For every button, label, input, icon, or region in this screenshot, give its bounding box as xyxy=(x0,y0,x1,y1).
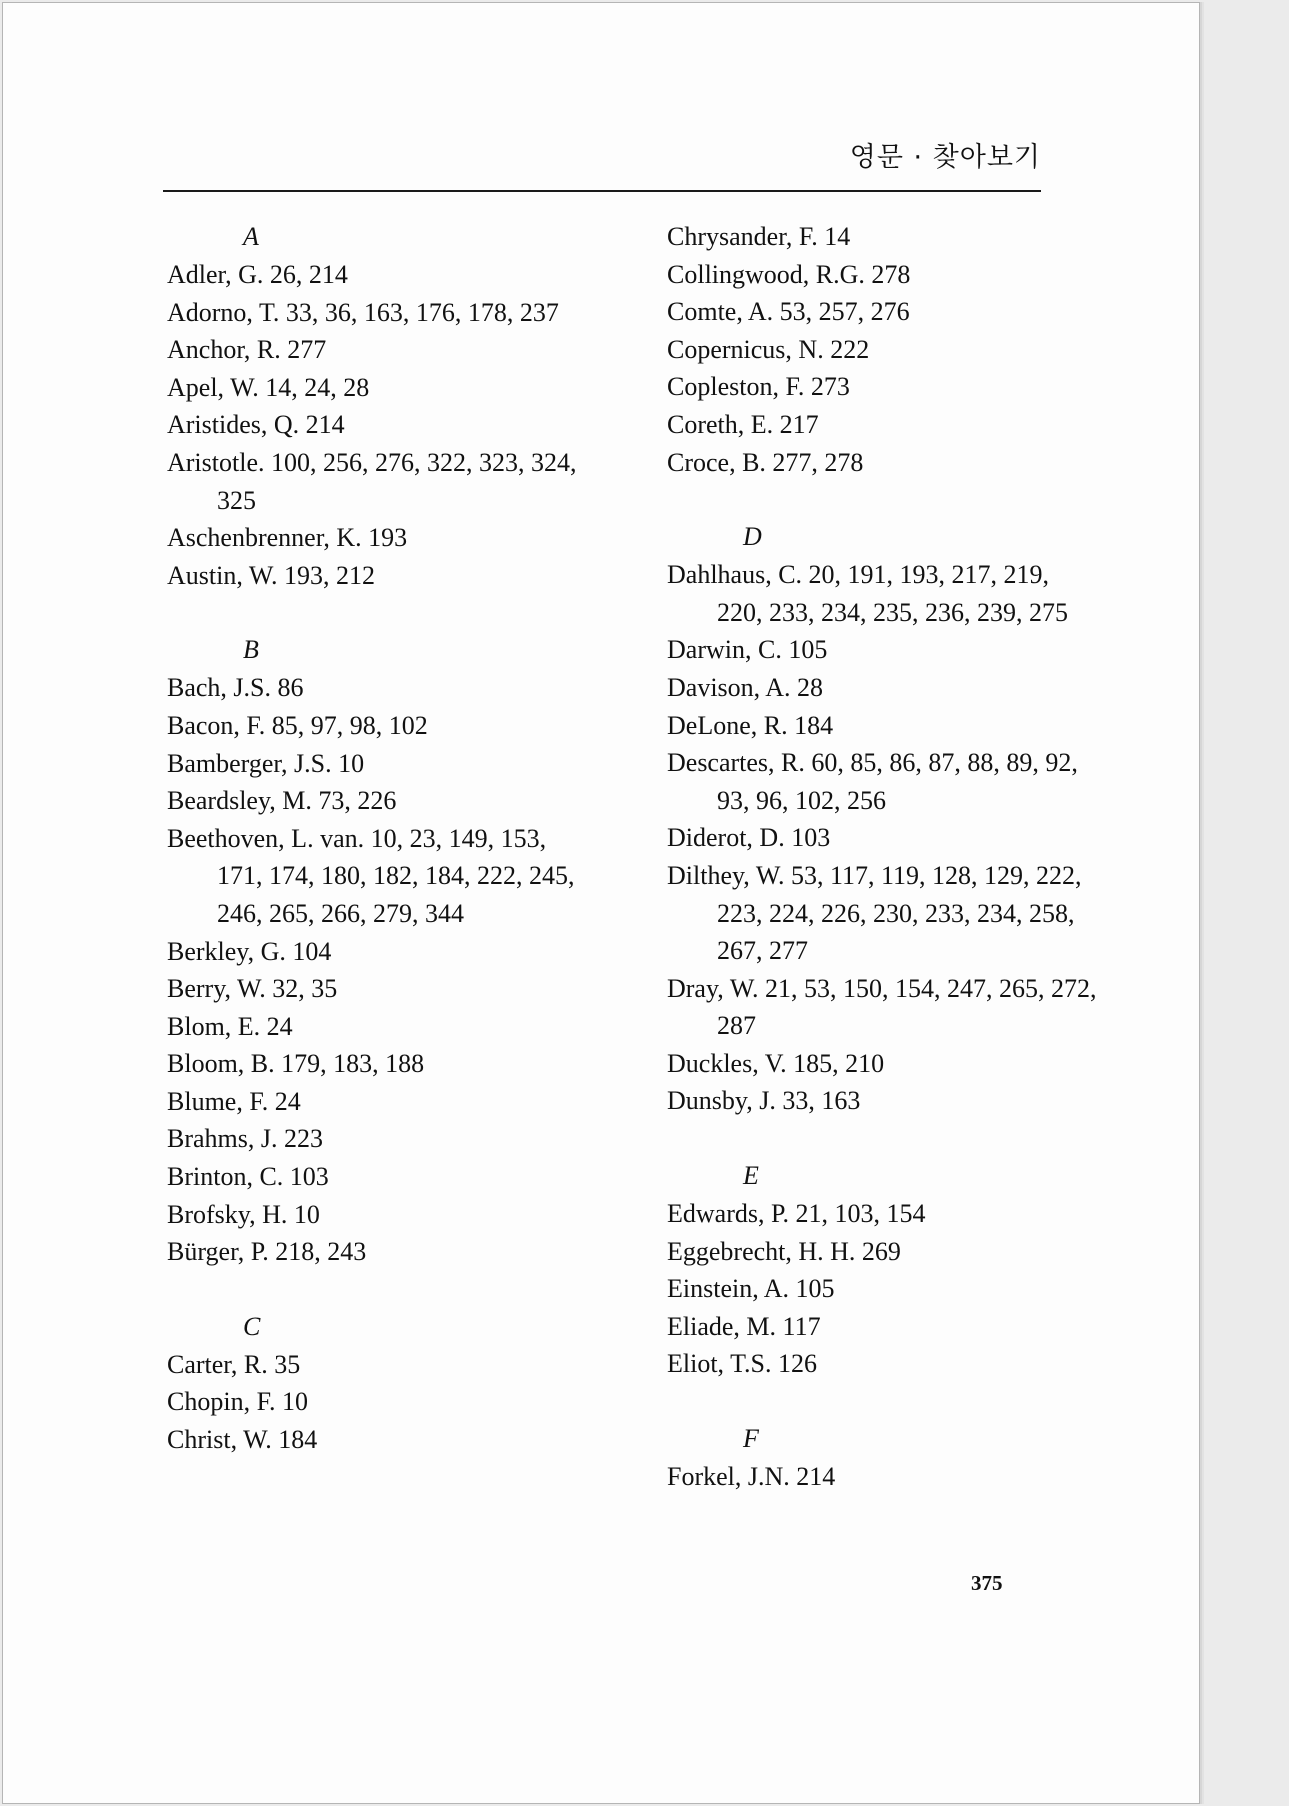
index-entry: Dunsby, J. 33, 163 xyxy=(667,1086,861,1116)
running-header: 영문 · 찾아보기 xyxy=(849,142,1041,173)
section-gap xyxy=(167,594,597,631)
index-entry: Beethoven, L. van. 10, 23, 149, 153, 171, 174, 180, 182, 184, 222, 245, 246, 265, 266, 279, 344 xyxy=(167,823,575,928)
index-entry: Christ, W. 184 xyxy=(167,1425,318,1455)
index-entry: Brahms, J. 223 xyxy=(167,1124,323,1154)
index-entry: Bach, J.S. 86 xyxy=(167,673,304,703)
index-entry: Aristotle. 100, 256, 276, 322, 323, 324, 325 xyxy=(167,447,577,515)
index-entry: Darwin, C. 105 xyxy=(667,635,828,665)
section-gap xyxy=(667,1120,1097,1157)
header-rule xyxy=(163,190,1041,192)
index-entry: Coreth, E. 217 xyxy=(667,409,819,439)
index-entry: Anchor, R. 277 xyxy=(167,335,327,365)
index-entry: Chopin, F. 10 xyxy=(167,1387,308,1417)
index-column-right xyxy=(667,218,1097,1496)
index-entry: Eliade, M. 117 xyxy=(667,1311,821,1341)
section-letter: F xyxy=(743,1424,759,1454)
document-page xyxy=(2,2,1200,1804)
index-entry: Berry, W. 32, 35 xyxy=(167,974,338,1004)
index-entry: Collingwood, R.G. 278 xyxy=(667,259,911,289)
index-entry: Brinton, C. 103 xyxy=(167,1162,329,1192)
section-gap xyxy=(667,1383,1097,1420)
index-entry: Bacon, F. 85, 97, 98, 102 xyxy=(167,710,428,740)
index-entry: Comte, A. 53, 257, 276 xyxy=(667,297,910,327)
index-entry: Aschenbrenner, K. 193 xyxy=(167,523,408,553)
index-column-left xyxy=(167,218,597,1459)
index-entry: Brofsky, H. 10 xyxy=(167,1199,320,1229)
index-entry: Bürger, P. 218, 243 xyxy=(167,1237,367,1267)
section-letter: C xyxy=(243,1311,261,1341)
index-entry: Edwards, P. 21, 103, 154 xyxy=(667,1199,926,1229)
index-entry: Duckles, V. 185, 210 xyxy=(667,1048,885,1078)
index-entry: Descartes, R. 60, 85, 86, 87, 88, 89, 92, 93, 96, 102, 256 xyxy=(667,748,1078,815)
section-letter: B xyxy=(243,635,259,665)
index-entry: Chrysander, F. 14 xyxy=(667,222,851,251)
index-entry: Dray, W. 21, 53, 150, 154, 247, 265, 272, 287 xyxy=(667,973,1097,1041)
index-entry: Adorno, T. 33, 36, 163, 176, 178, 237 xyxy=(167,297,559,327)
index-entry: Austin, W. 193, 212 xyxy=(167,560,376,590)
index-entry: Eliot, T.S. 126 xyxy=(667,1349,817,1379)
index-entry: Davison, A. 28 xyxy=(667,672,823,702)
section-gap xyxy=(167,1271,597,1308)
index-entry: Blume, F. 24 xyxy=(167,1086,301,1116)
index-entry: Copleston, F. 273 xyxy=(667,372,850,402)
index-entry: Berkley, G. 104 xyxy=(167,936,332,966)
index-entry: Einstein, A. 105 xyxy=(667,1274,835,1304)
index-entry: Diderot, D. 103 xyxy=(667,823,831,853)
index-entry: Dahlhaus, C. 20, 191, 193, 217, 219, 220, 233, 234, 235, 236, 239, 275 xyxy=(667,560,1068,627)
index-entry: Forkel, J.N. 214 xyxy=(667,1462,836,1492)
page-number: 375 xyxy=(971,1571,1003,1595)
section-letter: D xyxy=(743,522,762,552)
index-entry: Adler, G. 26, 214 xyxy=(167,260,348,289)
index-entry: Aristides, Q. 214 xyxy=(167,410,345,440)
index-entry: Dilthey, W. 53, 117, 119, 128, 129, 222, 223, 224, 226, 230, 233, 234, 258, 267, 277 xyxy=(667,860,1082,966)
index-entry: Apel, W. 14, 24, 28 xyxy=(167,372,370,402)
index-entry: Blom, E. 24 xyxy=(167,1011,293,1041)
index-entry: Eggebrecht, H. H. 269 xyxy=(667,1236,901,1266)
index-entry: Bloom, B. 179, 183, 188 xyxy=(167,1049,425,1079)
index-entry: Croce, B. 277, 278 xyxy=(667,447,864,477)
section-gap xyxy=(667,481,1097,518)
index-entry: Carter, R. 35 xyxy=(167,1349,301,1379)
index-entry: Copernicus, N. 222 xyxy=(667,334,870,364)
section-letter: A xyxy=(243,222,259,251)
index-entry: Bamberger, J.S. 10 xyxy=(167,748,365,778)
index-entry: DeLone, R. 184 xyxy=(667,710,834,740)
section-letter: E xyxy=(743,1161,759,1191)
index-entry: Beardsley, M. 73, 226 xyxy=(167,786,397,816)
